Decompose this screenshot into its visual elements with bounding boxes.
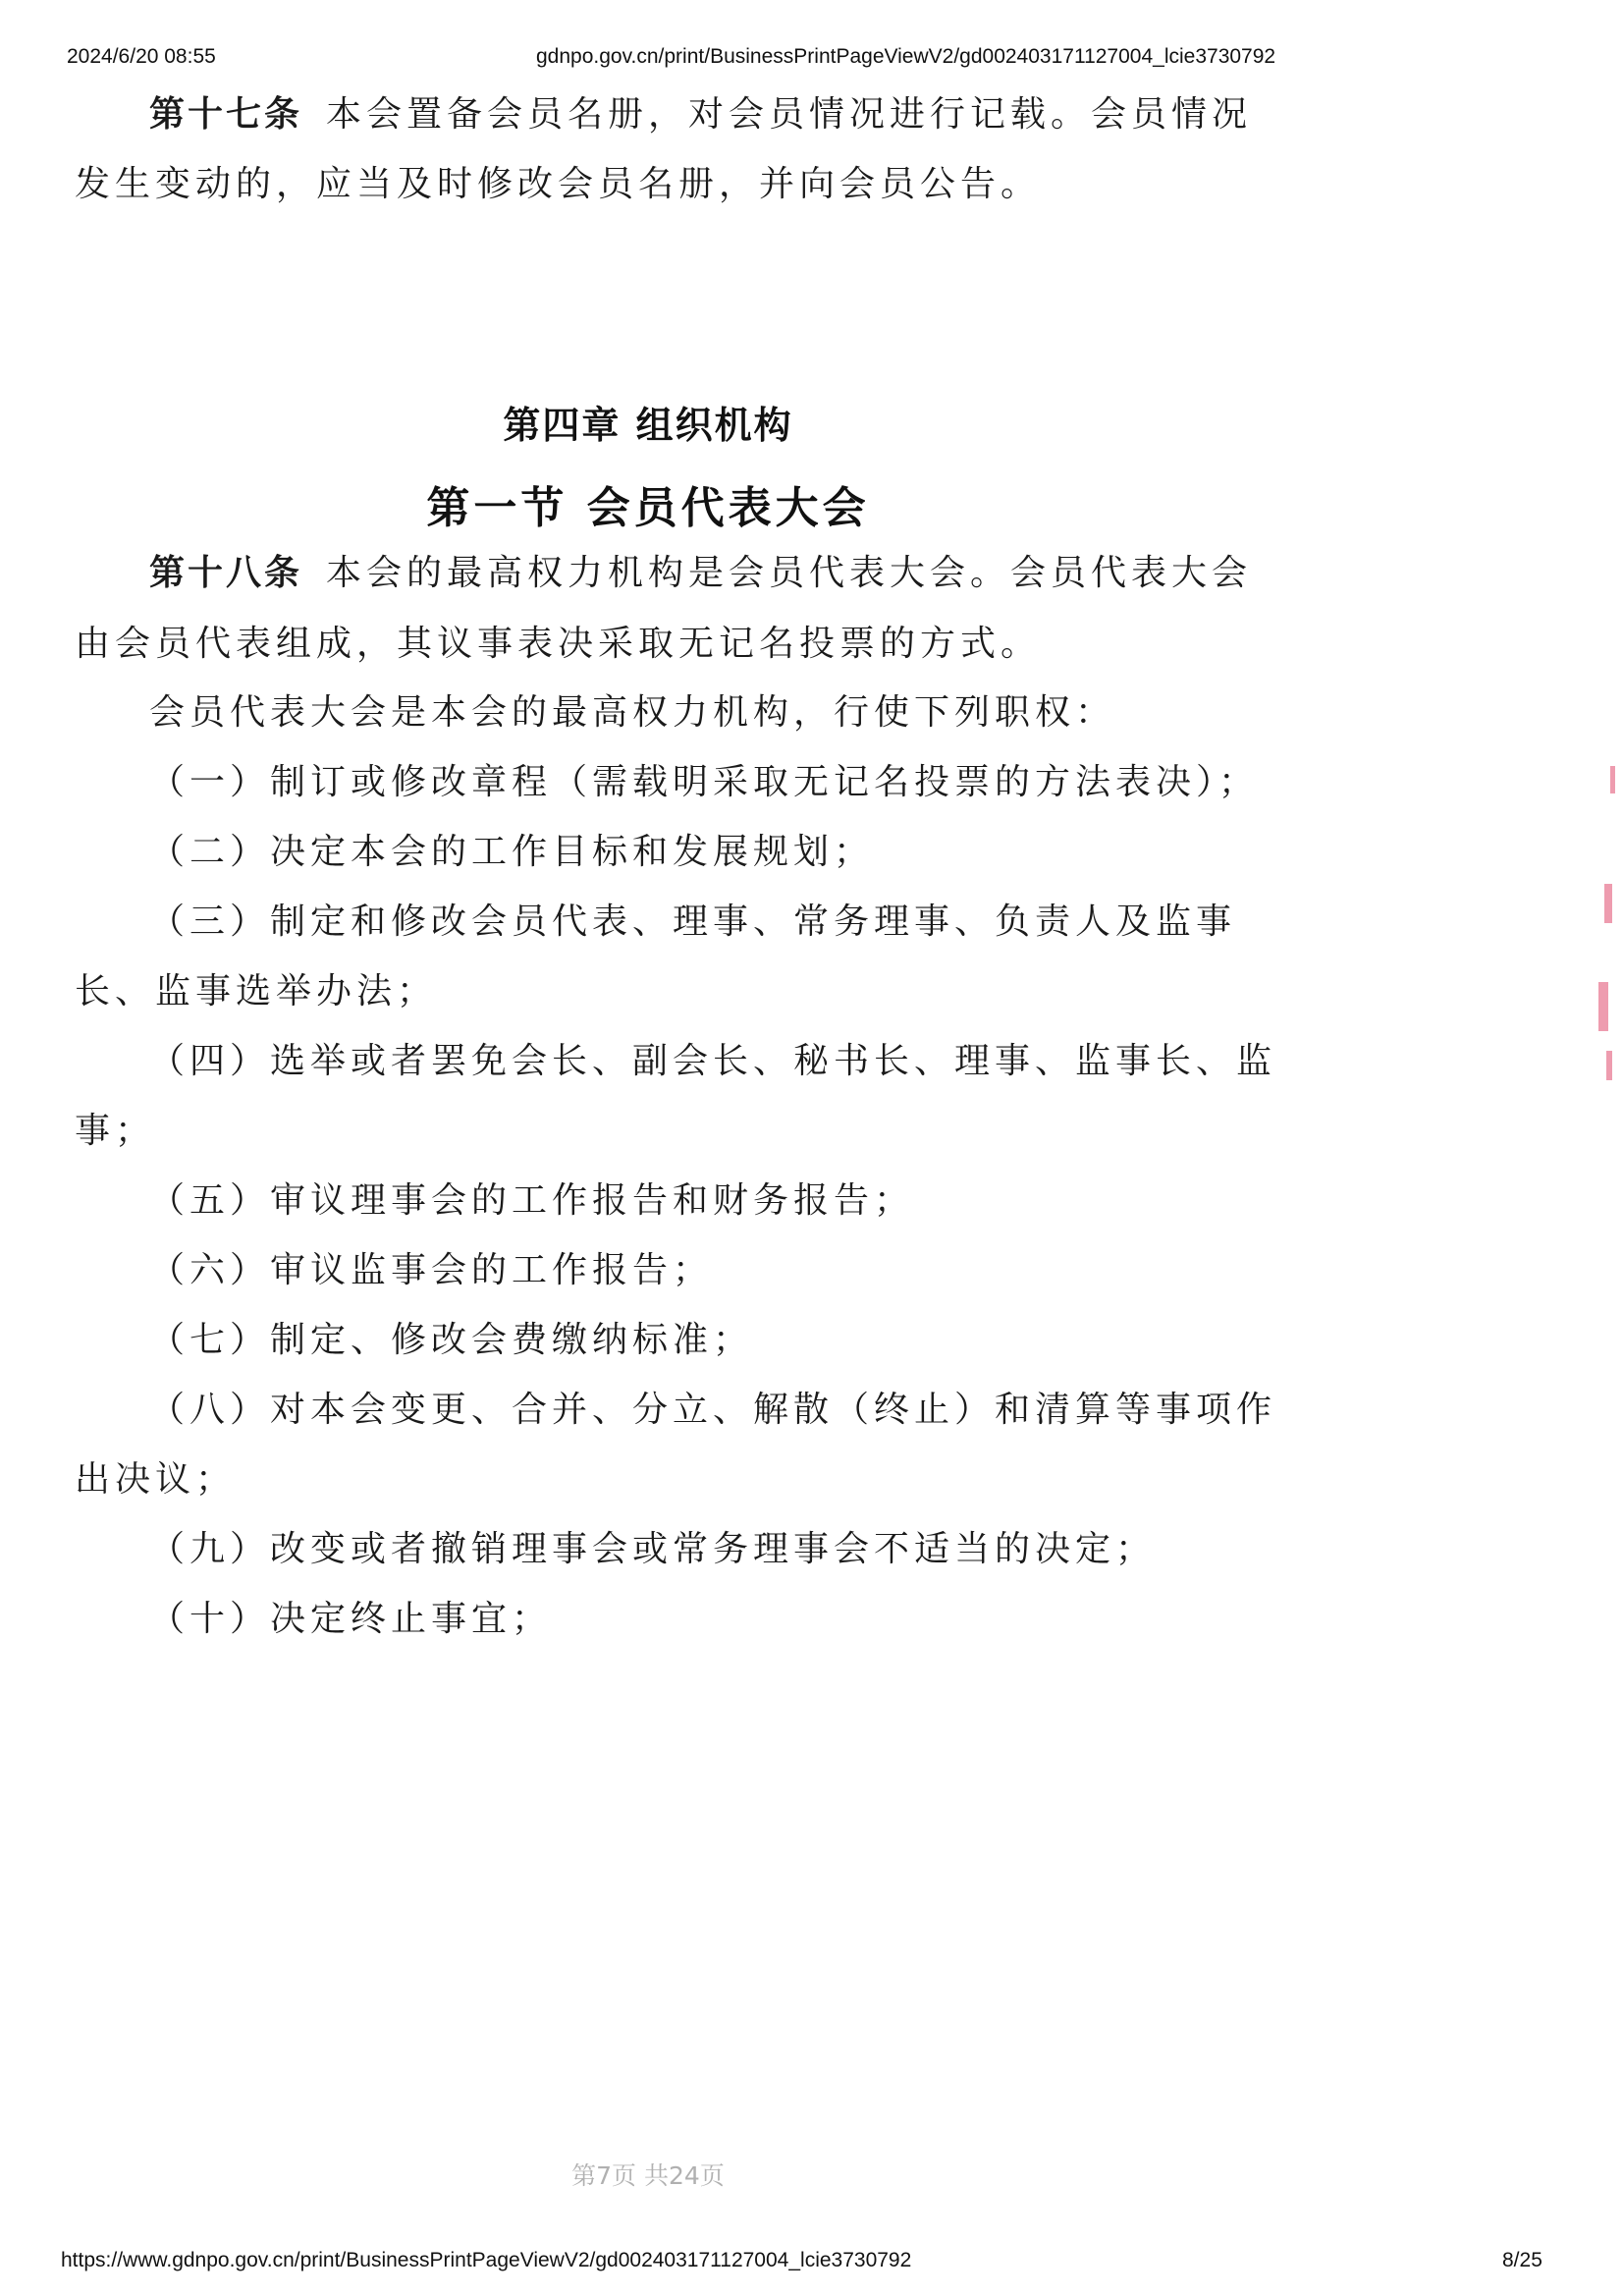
power-item-2: （二）决定本会的工作目标和发展规划； xyxy=(149,832,875,872)
power-item-10: （十）决定终止事宜； xyxy=(149,1599,553,1639)
power-item-3-line-2: 长、监事选举办法； xyxy=(75,971,438,1011)
scan-mark xyxy=(1598,982,1608,1031)
power-item-7: （七）制定、修改会费缴纳标准； xyxy=(149,1320,754,1360)
article-17-line-2: 发生变动的，应当及时修改会员名册，并向会员公告。 xyxy=(75,164,1042,204)
print-datetime: 2024/6/20 08:55 xyxy=(67,45,216,68)
chapter-title: 第四章 组织机构 xyxy=(503,404,793,447)
scan-mark xyxy=(1606,1051,1612,1080)
print-header-url: gdnpo.gov.cn/print/BusinessPrintPageViewV2/gd002403171127004_lcie3730792 xyxy=(536,45,1276,68)
power-item-8-line-2: 出决议； xyxy=(75,1459,237,1500)
article-17-label: 第十七条 xyxy=(149,94,303,135)
document-page-number: 第7页 共24页 xyxy=(571,2161,725,2190)
power-item-9: （九）改变或者撤销理事会或常务理事会不适当的决定； xyxy=(149,1529,1157,1569)
power-item-5: （五）审议理事会的工作报告和财务报告； xyxy=(149,1180,915,1221)
power-item-4-line-1: （四）选举或者罢免会长、副会长、秘书长、理事、监事长、监 xyxy=(149,1041,1277,1081)
article-18-line-1 xyxy=(149,553,1253,593)
article-18-line-2: 由会员代表组成，其议事表决采取无记名投票的方式。 xyxy=(75,624,1042,664)
print-footer-page: 8/25 xyxy=(1502,2249,1542,2271)
scan-mark xyxy=(1610,766,1615,793)
power-item-8-line-1: （八）对本会变更、合并、分立、解散（终止）和清算等事项作 xyxy=(149,1390,1277,1430)
article-18-label: 第十八条 xyxy=(149,553,303,593)
article-17-text-1: 本会置备会员名册，对会员情况进行记载。会员情况 xyxy=(326,94,1253,135)
article-18-line-3: 会员代表大会是本会的最高权力机构，行使下列职权： xyxy=(149,692,1116,733)
power-item-4-line-2: 事； xyxy=(75,1111,156,1151)
power-item-3-line-1: （三）制定和修改会员代表、理事、常务理事、负责人及监事 xyxy=(149,902,1237,942)
scan-mark xyxy=(1604,884,1612,923)
article-17-line-1 xyxy=(149,94,1253,135)
power-item-6: （六）审议监事会的工作报告； xyxy=(149,1250,714,1290)
power-item-1: （一）制订或修改章程（需载明采取无记名投票的方法表决）； xyxy=(149,762,1260,802)
print-footer-url: https://www.gdnpo.gov.cn/print/BusinessPrintPageViewV2/gd002403171127004_lcie3730792 xyxy=(61,2249,912,2271)
article-18-text-1: 本会的最高权力机构是会员代表大会。会员代表大会 xyxy=(326,553,1253,593)
section-title: 第一节 会员代表大会 xyxy=(426,483,870,533)
